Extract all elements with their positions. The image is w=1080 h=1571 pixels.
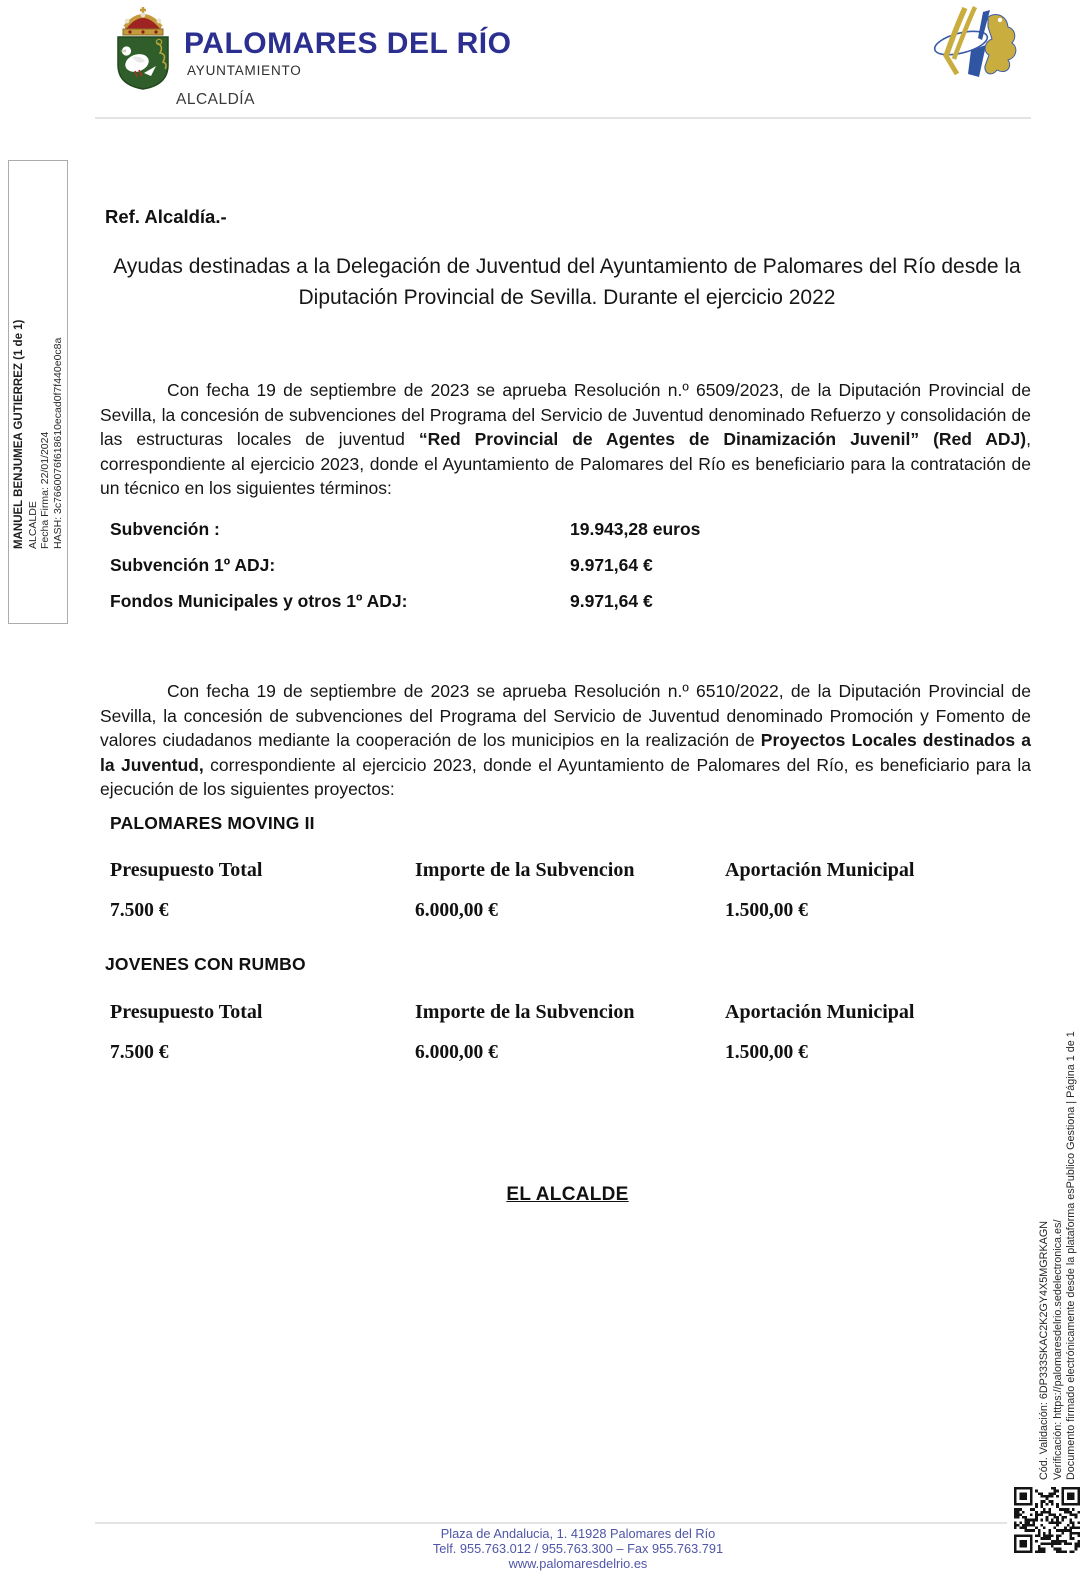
project-budget-table (110, 859, 1031, 949)
column-header: Presupuesto Total (110, 1001, 263, 1023)
footer-address: Plaza de Andalucia, 1. 41928 Palomares del Río (440, 1526, 716, 1541)
department-label: ALCALDÍA (176, 91, 255, 108)
coat-of-arms-icon (110, 5, 176, 91)
header-divider (95, 117, 1031, 119)
validation-code: Cód. Validación: 6DP333SKAC2K2GY4X5MGRKAGN (1038, 1220, 1050, 1480)
grant-label: Subvención 1º ADJ: (110, 555, 276, 575)
project-name: PALOMARES MOVING II (110, 813, 315, 833)
project-budget-table (110, 1001, 1031, 1091)
column-header: Importe de la Subvencion (415, 859, 635, 881)
signature-hash: HASH: 3c7660076f618610ecad0f7f440e0c8a (51, 337, 64, 549)
footer-website: www.palomaresdelrio.es (508, 1555, 648, 1571)
project-name: JOVENES CON RUMBO (105, 954, 306, 974)
verification-url: Verificación: https://palomaresdelrio.sedelectronica.es/ (1051, 1219, 1064, 1480)
signature-date: Fecha Firma: 22/01/2024 (39, 431, 52, 549)
reference-label: Ref. Alcaldía.- (105, 206, 227, 227)
cell-value: 6.000,00 € (415, 900, 498, 921)
cell-value: 7.500 € (110, 900, 169, 921)
grant-label: Subvención : (110, 519, 220, 539)
signer-role: ALCALDE (26, 501, 39, 549)
platform-note: Documento firmado electrónicamente desde la plataforma esPublico Gestiona | Página 1 de 1 (1065, 1031, 1078, 1480)
footer-phone: Telf. 955.763.012 / 955.763.300 – Fax 955.763.791 (432, 1540, 724, 1556)
column-header: Presupuesto Total (110, 859, 263, 881)
grant-amounts-table (110, 519, 990, 627)
table-row (110, 591, 990, 627)
paragraph-text: , correspondiente al ejercicio 2023, donde el Ayuntamiento de Palomares del Río es beneficiario para la contratación de un técnico en los siguientes términos: (100, 429, 1031, 499)
document-title: Ayudas destinadas a la Delegación de Juventud del Ayuntamiento de Palomares del Río desde la Diputación Provincial de Sevilla. Durante el ejercicio 2022 (113, 255, 1021, 309)
cell-value: 6.000,00 € (415, 1042, 498, 1063)
paragraph-resolution-6509 (100, 378, 1031, 501)
signature-stamp-left (8, 160, 68, 624)
cell-value: 7.500 € (110, 1042, 169, 1063)
signer-name: MANUEL BENJUMEA GUTIERREZ (1 de 1) (13, 319, 25, 549)
paragraph-text: Con fecha 19 de septiembre de 2023 se aprueba Resolución n.º 6510/2022, de la Diputación Provincial de Sevilla, la concesión de subvenciones del Programa del Servicio de Juventud denominado Promoción y Fomento de valores ciudadanos mediante la cooperación de los municipios en la realización de (100, 681, 1031, 751)
grant-label: Fondos Municipales y otros 1º ADJ: (110, 591, 408, 611)
grant-value: 19.943,28 euros (570, 519, 701, 539)
paragraph-text: correspondiente al ejercicio 2023, donde el Ayuntamiento de Palomares del Río, es beneficiario para la ejecución de los siguientes proyectos: (100, 754, 1032, 800)
footer (113, 1527, 1043, 1571)
paragraph-text: Con fecha 19 de septiembre de 2023 se aprueba Resolución n.º 6509/2023, de la Diputación Provincial de Sevilla, la concesión de subvenciones del Programa del Servicio de Juventud denominado Refuerzo y consolidación de las estructuras locales de juventud (100, 380, 1031, 450)
table-row (110, 519, 990, 555)
cell-value: 1.500,00 € (725, 900, 808, 921)
paragraph-bold-text: Proyectos Locales destinados a la Juventud, (100, 730, 1031, 775)
table-row (110, 555, 990, 591)
corner-logo-icon (928, 4, 1023, 82)
column-header: Importe de la Subvencion (415, 1001, 635, 1023)
column-header: Aportación Municipal (725, 1001, 915, 1023)
signature-title: EL ALCALDE (506, 1184, 629, 1205)
paragraph-bold-text: “Red Provincial de Agentes de Dinamización Juvenil” (Red ADJ) (418, 429, 1027, 450)
cell-value: 1.500,00 € (725, 1042, 808, 1063)
column-header: Aportación Municipal (725, 859, 915, 881)
validation-stamp-right (1038, 972, 1080, 1480)
paragraph-resolution-6510 (100, 679, 1031, 802)
org-name: PALOMARES DEL RÍO (184, 27, 512, 60)
org-type: AYUNTAMIENTO (187, 63, 302, 78)
grant-value: 9.971,64 € (570, 591, 653, 611)
grant-value: 9.971,64 € (570, 555, 653, 575)
footer-divider (95, 1522, 1007, 1524)
qr-code (1014, 1487, 1080, 1553)
